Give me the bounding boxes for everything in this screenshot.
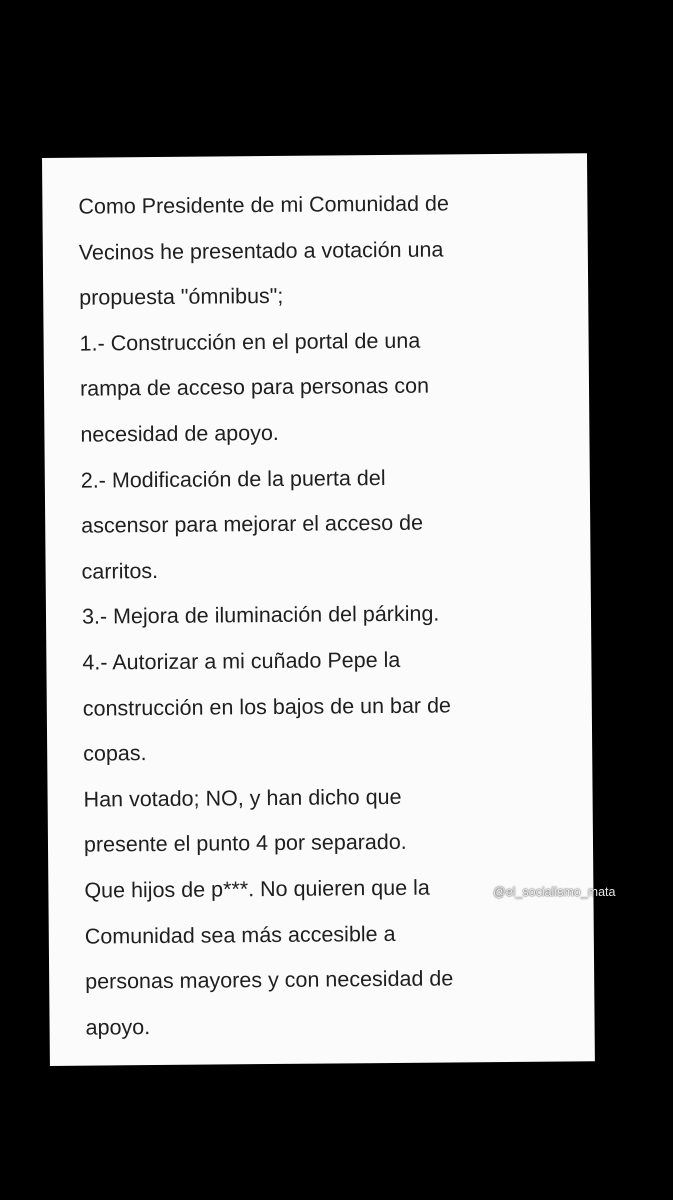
text-line: carritos. xyxy=(81,558,159,584)
text-line: construcción en los bajos de un bar de xyxy=(82,692,452,721)
text-card xyxy=(42,153,595,1066)
text-line: 4.- Autorizar a mi cuñado Pepe la xyxy=(82,647,401,675)
text-line: propuesta "ómnibus"; xyxy=(79,284,284,310)
text-line: Vecinos he presentado a votación una xyxy=(78,237,444,265)
text-line: Que hijos de p***. No quieren que la xyxy=(84,875,430,903)
text-line: copas. xyxy=(83,741,147,766)
text-line: 1.- Construcción en el portal de una xyxy=(79,328,421,356)
watermark-handle: @el_socialismo_mata xyxy=(493,885,616,899)
text-line: ascensor para mejorar el acceso de xyxy=(81,510,424,538)
text-line: 3.- Mejora de iluminación del párking. xyxy=(81,601,440,630)
text-line: necesidad de apoyo. xyxy=(80,420,279,447)
text-line: Han votado; NO, y han dicho que xyxy=(83,784,402,812)
text-line: presente el punto 4 por separado. xyxy=(83,830,407,857)
text-line: personas mayores y con necesidad de xyxy=(85,966,454,994)
text-line: Como Presidente de mi Comunidad de xyxy=(78,191,450,219)
text-line: rampa de acceso para personas con xyxy=(79,374,430,402)
text-line: apoyo. xyxy=(85,1014,151,1040)
text-line: Comunidad sea más accesible a xyxy=(84,921,396,949)
text-line: 2.- Modificación de la puerta del xyxy=(80,465,386,493)
